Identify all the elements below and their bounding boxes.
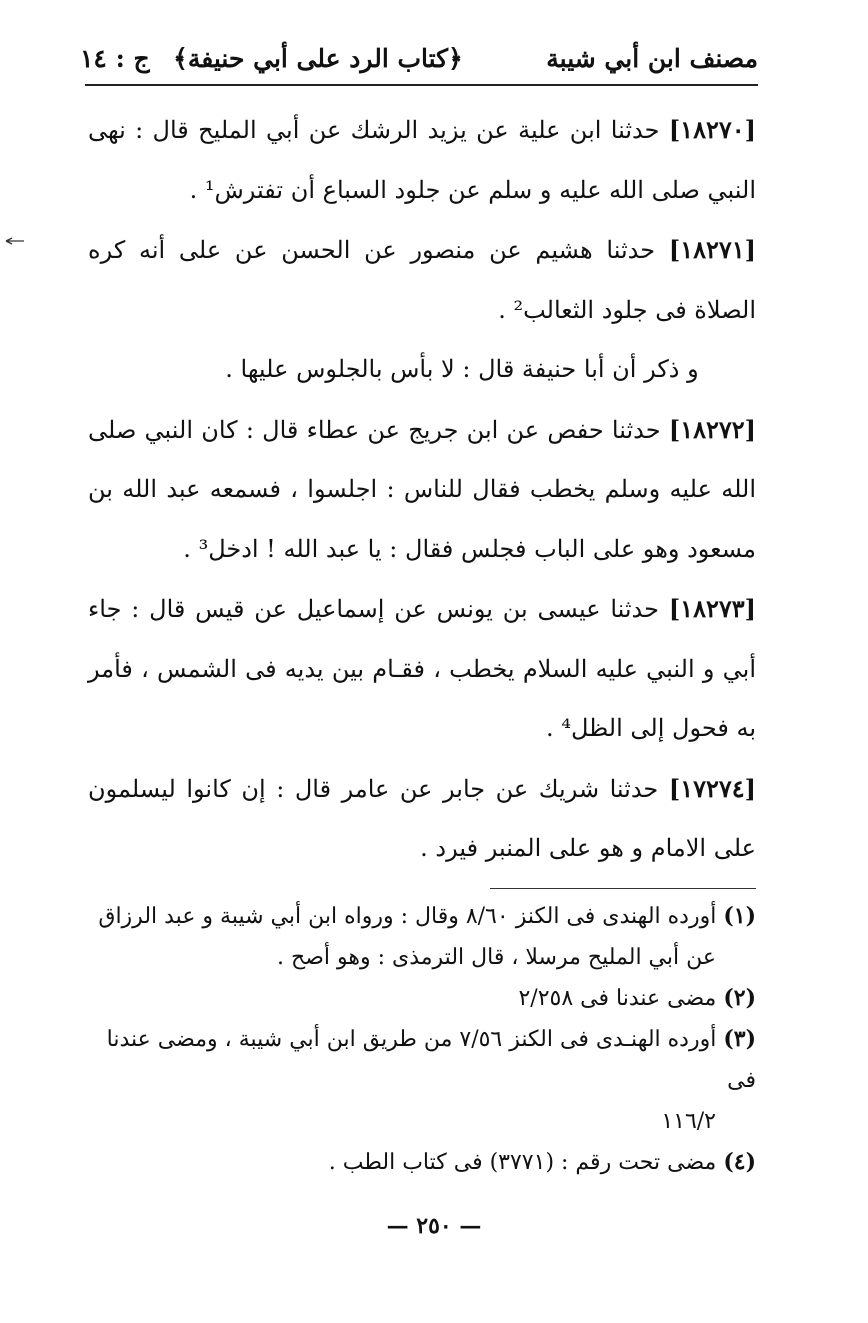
hadith-text: حدثنا ابن علية عن يزيد الرشك عن أبي المليح قال : نهى النبي صلى الله عليه و سلم عن جلود السباع أن تفترش¹ . bbox=[88, 116, 756, 204]
chapter-title: ﴿كتاب الرد على أبي حنيفة﴾ bbox=[173, 43, 463, 73]
footnote bbox=[88, 978, 756, 1019]
footnote-number: (٤) bbox=[723, 1149, 756, 1175]
commentary-text: و ذكر أن أبا حنيفة قال : لا بأس بالجلوس عليها . bbox=[225, 355, 699, 383]
hadith-text: حدثنا شريك عن جابر عن عامر قال : إن كانوا ليسلمون على الامام و هو على المنبر فيرد . bbox=[88, 774, 756, 862]
book-title: مصنف ابن أبي شيبة bbox=[546, 43, 758, 73]
hadith-number: [١٨٢٧٣] bbox=[668, 594, 756, 623]
hadith-number: [١٧٢٧٤] bbox=[668, 773, 756, 803]
footnote bbox=[88, 1019, 756, 1142]
footnote-number: (٢) bbox=[723, 985, 756, 1011]
footnote-continuation: ١١٦/٢ bbox=[661, 1109, 716, 1134]
hadith-text: حدثنا عيسى بن يونس عن إسماعيل عن قيس قال : جاء أبي و النبي عليه السلام يخطب ، فقـام بين يديه فى الشمس ، فأمر به فحول إلى الظل⁴ . bbox=[88, 595, 756, 742]
volume-label: ج : ١٤ bbox=[80, 43, 150, 73]
commentary-line bbox=[88, 340, 756, 400]
margin-arrow-icon bbox=[2, 236, 26, 246]
footnote-number: (٣) bbox=[723, 1026, 756, 1052]
footnote-number: (١) bbox=[723, 903, 756, 929]
hadith-text: حدثنا حفص عن ابن جريج عن عطاء قال : كان النبي صلى الله عليه وسلم يخطب فقال للناس : اجلسوا ، فسمعه عبد الله بن مسعود وهو على الباب فجلس فقال : يا عبد الله ! ادخل³ . bbox=[88, 415, 756, 563]
hadith-number: [١٨٢٧٠] bbox=[668, 115, 756, 144]
footnotes bbox=[88, 896, 756, 1183]
footnote bbox=[88, 896, 756, 978]
hadith-paragraph bbox=[88, 400, 756, 580]
footnote-text: أورده الهنـدى فى الكنز ٧/٥٦ من طريق ابن أبي شيبة ، ومضى عندنا فى bbox=[106, 1027, 756, 1093]
hadith-number: [١٨٢٧٢] bbox=[668, 414, 756, 444]
hadith-paragraph bbox=[88, 579, 756, 759]
header-rule bbox=[85, 84, 758, 86]
hadith-paragraph bbox=[88, 220, 756, 340]
hadith-paragraph bbox=[88, 100, 756, 220]
footnote-text: مضى عندنا فى ٢/٢٥٨ bbox=[518, 986, 717, 1011]
footnote-text: مضى تحت رقم : (٣٧٧١) فى كتاب الطب . bbox=[328, 1150, 717, 1175]
hadith-text: حدثنا هشيم عن منصور عن الحسن عن على أنه كره الصلاة فى جلود الثعالب² . bbox=[88, 236, 756, 324]
footnote-continuation: عن أبي المليح مرسلا ، قال الترمذى : وهو أصح . bbox=[277, 945, 716, 970]
hadith-paragraph bbox=[88, 759, 756, 879]
hadith-number: [١٨٢٧١] bbox=[668, 235, 756, 264]
main-text bbox=[88, 100, 756, 879]
footnote bbox=[88, 1142, 756, 1183]
page-number: — ٢٥٠ — bbox=[386, 1213, 482, 1239]
page-header bbox=[80, 34, 758, 82]
footnote-rule bbox=[490, 888, 756, 889]
footnote-text: أورده الهندى فى الكنز ٨/٦٠ وقال : ورواه ابن أبي شيبة و عبد الرزاق bbox=[98, 904, 717, 929]
